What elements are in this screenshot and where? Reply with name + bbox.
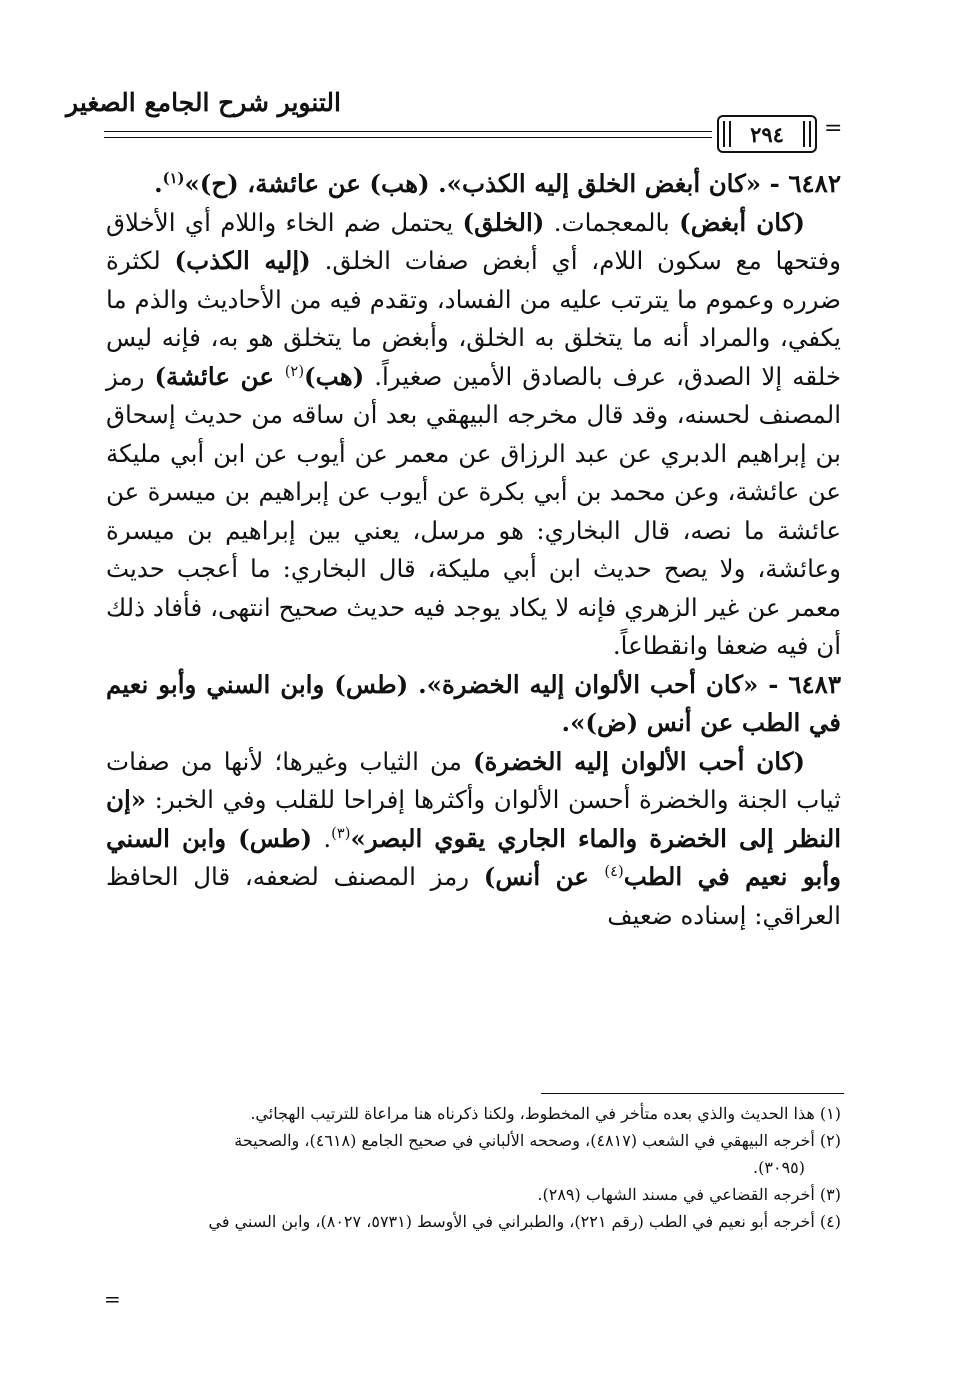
footnotes xyxy=(106,1100,841,1235)
footnote-ref: (٣) xyxy=(331,824,351,842)
header-rule xyxy=(104,137,712,138)
running-title: التنوير شرح الجامع الصغير xyxy=(66,88,341,117)
commentary-6482: (كان أبغض) بالمعجمات. (الخلق) يحتمل ضم الخاء واللام أي الأخلاق وفتحها مع سكون اللام، أي أبغض صفات الخلق. (إليه الكذب) لكثرة ضرره وعموم ما يترتب عليه من الفساد، وتقدم فيه من الأحاديث والذم ما يكفي، والمراد أنه ما يتخلق به الخلق، وأبغض ما يتخلق هو به، فإنه ليس خلقه إلا الصدق، عرف بالصادق الأمين صغيراً. (هب)$^{(٢)}$ عن عائشة) رمز المصنف لحسنه، وقد قال مخرجه البيهقي بعد أن ساقه من حديث إسحاق بن إبراهيم الدبري عن عبد الرزاق عن معمر عن أيوب عن ابن أبي مليكة عن عائشة، وعن محمد بن أبي بكرة عن أيوب عن إبراهيم بن ميسرة عن عائشة ما نصه، قال البخاري: هو مرسل، يعني بين إبراهيم بن ميسرة وعائشة، ولا يصح حديث ابن أبي مليكة، قال البخاري: ما أعجب حديث معمر عن غير الزهري فإنه لا يكاد يوجد فيه حديث صحيح انتهى، فأفاد ذلك أن فيه ضعفا وانقطاعاً. xyxy=(106,207,841,660)
hadith-text: «كان أبغض الخلق إليه الكذب». (هب) عن عائشة، (ح)» xyxy=(184,169,762,198)
commentary-6483: (كان أحب الألوان إليه الخضرة) من الثياب وغيرها؛ لأنها من صفات ثياب الجنة والخضرة أحسن الألوان وأكثرها إفراحا للقلب وفي الخبر: «إن النظر إلى الخضرة والماء الجاري يقوي البصر»$^{(٣)}$. (طس) وابن السني وأبو نعيم في الطب$^{(٤)}$ عن أنس) رمز المصنف لضعفه، قال الحافظ العراقي: إسناده ضعيف xyxy=(106,746,842,930)
footnote-4: (٤) أخرجه أبو نعيم في الطب (رقم ٢٢١)، والطبراني في الأوسط (٥٧٣١، ٨٠٢٧)، وابن السني في xyxy=(208,1212,841,1231)
footnote-3: (٣) أخرجه القضاعي في مسند الشهاب (٢٨٩). xyxy=(537,1185,841,1204)
main-text xyxy=(106,165,841,935)
hadith-6483: ٦٤٨٣ - «كان أحب الألوان إليه الخضرة». (طس) وابن السني وأبو نعيم في الطب عن أنس (ض)». xyxy=(106,669,841,737)
footnote-ref: (٤) xyxy=(604,862,624,880)
hadith-number: ٦٤٨٢ xyxy=(788,169,841,198)
continuation-mark: = xyxy=(824,116,843,141)
page-number: ٢٩٤ xyxy=(717,115,817,153)
continuation-mark: = xyxy=(104,1287,121,1311)
hadith-6482: ٦٤٨٢ - «كان أبغض الخلق إليه الكذب». (هب) عن عائشة، (ح)»$^{(١)}$. xyxy=(154,169,841,198)
footnote-2-continued: (٣٠٩٥). xyxy=(753,1158,805,1177)
header-rule xyxy=(104,131,712,132)
footnote-ref: (٢) xyxy=(284,362,305,380)
footnote-1: (١) هذا الحديث والذي بعده متأخر في المخطوط، ولكنا ذكرناه هنا مراعاة للترتيب الهجائي. xyxy=(250,1104,841,1123)
hadith-number: ٦٤٨٣ xyxy=(788,669,841,699)
footnote-ref: (١) xyxy=(162,169,185,187)
hadith-text: «كان أحب الألوان إليه الخضرة». (طس) وابن السني وأبو نعيم في الطب عن أنس (ض)». xyxy=(106,669,841,737)
footnote-2: (٢) أخرجه البيهقي في الشعب (٤٨١٧)، وصححه الألباني في صحيح الجامع (٤٦١٨)، والصحيحة xyxy=(234,1131,841,1150)
footnote-separator xyxy=(541,1093,844,1094)
